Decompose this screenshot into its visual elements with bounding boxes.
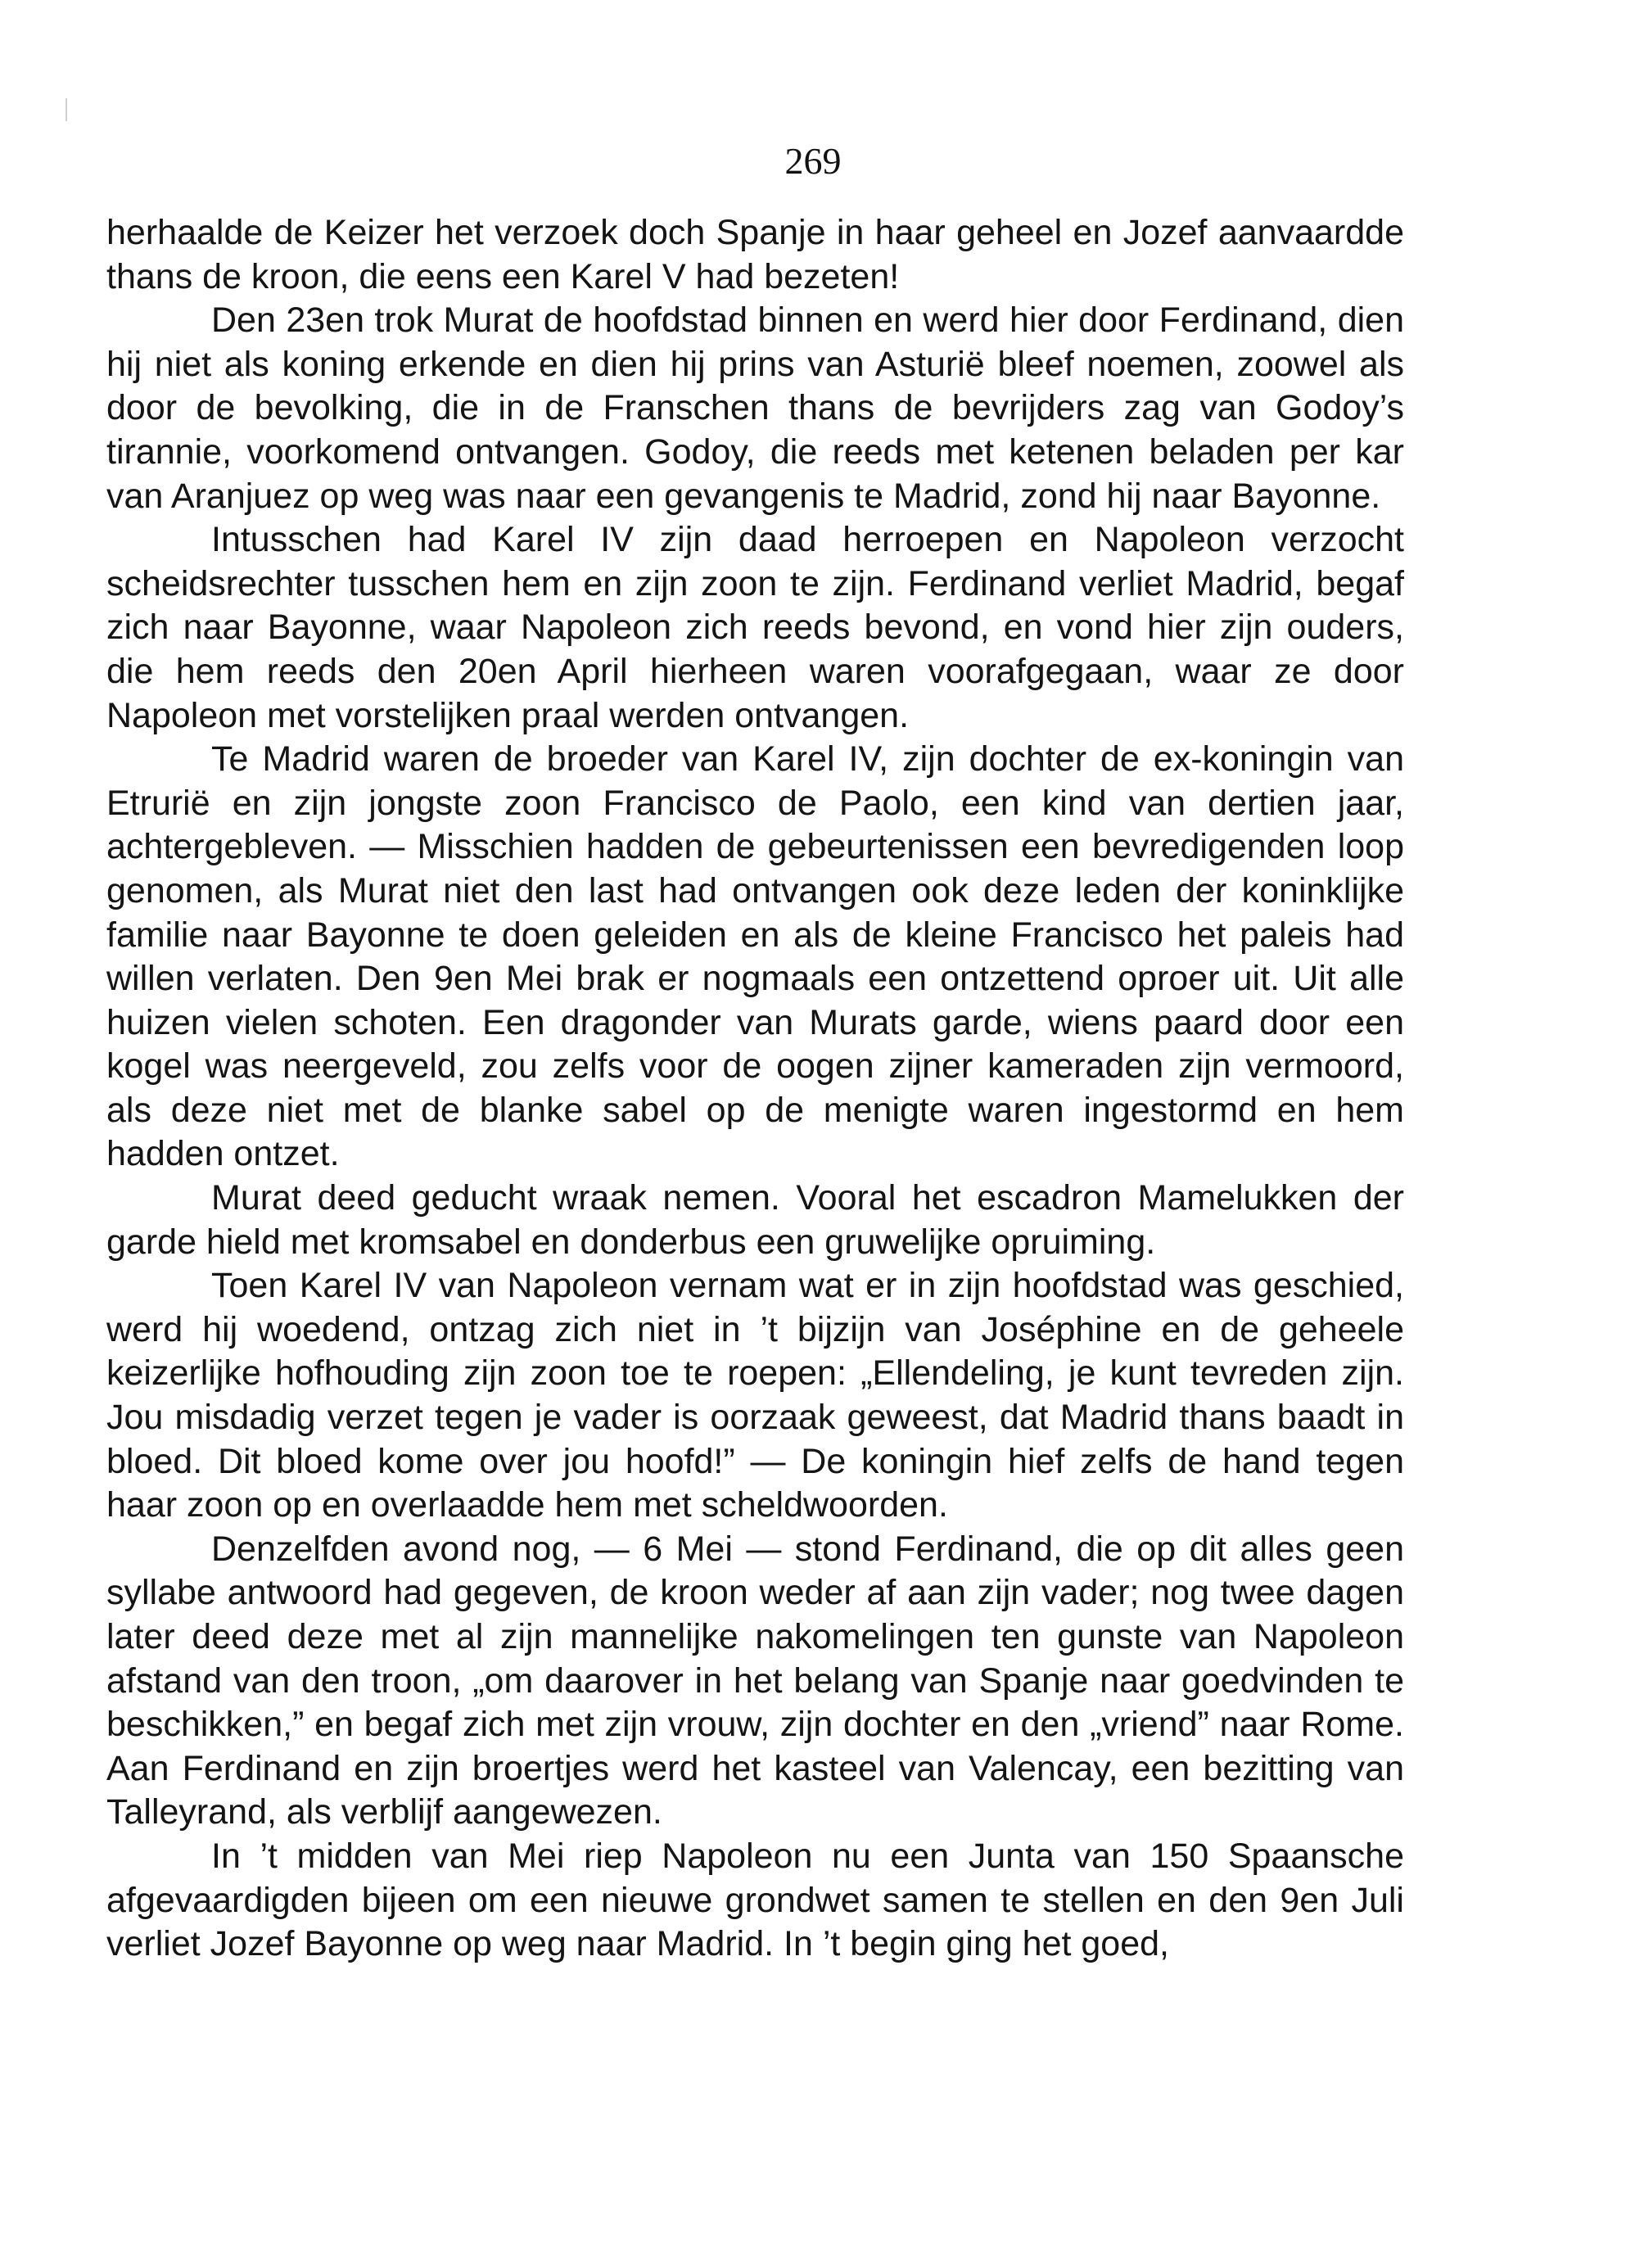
body-text	[106, 211, 1404, 1967]
paragraph-1: herhaalde de Keizer het verzoek doch Spanje in haar geheel en Jozef aanvaardde thans de kroon, die eens een Karel V had bezeten!	[106, 213, 1404, 296]
paragraph-2: Den 23en trok Murat de hoofdstad binnen en werd hier door Ferdinand, dien hij niet als koning erkende en dien hij prins van Asturië bleef noemen, zoowel als door de bevolking, die in de Franschen thans de bevrijders zag van Godoy’s tirannie, voorkomend ontvangen. Godoy, die reeds met ketenen beladen per kar van Aranjuez op weg was naar een gevangenis te Madrid, zond hij naar Bayonne.	[106, 300, 1404, 516]
paragraph-8: In ’t midden van Mei riep Napoleon nu een Junta van 150 Spaansche afgevaardigden bijeen om een nieuwe grondwet samen te stellen en den 9en Juli verliet Jozef Bayonne op weg naar Madrid. In ’t begin ging het goed,	[106, 1836, 1404, 1964]
page-number: 269	[784, 140, 842, 182]
margin-mark	[65, 98, 67, 121]
paragraph-4: Te Madrid waren de broeder van Karel IV, zijn dochter de ex-koningin van Etrurië en zijn jongste zoon Francisco de Paolo, een kind van dertien jaar, achtergebleven. — Misschien hadden de gebeurtenissen een bevredigenden loop genomen, als Murat niet den last had ontvangen ook deze leden der koninklijke familie naar Bayonne te doen geleiden en als de kleine Francisco het paleis had willen verlaten. Den 9en Mei brak er nogmaals een ontzettend oproer uit. Uit alle huizen vielen schoten. Een dragonder van Murats garde, wiens paard door een kogel was neergeveld, zou zelfs voor de oogen zijner kameraden zijn vermoord, als deze niet met de blanke sabel op de menigte waren ingestormd en hem hadden ontzet.	[106, 739, 1404, 1174]
paragraph-5: Murat deed geducht wraak nemen. Vooral het escadron Mamelukken der garde hield met kromsabel en donderbus een gruwelijke opruiming.	[106, 1178, 1404, 1262]
paragraph-6: Toen Karel IV van Napoleon vernam wat er in zijn hoofdstad was geschied, werd hij woedend, ontzag zich niet in ’t bijzijn van Joséphine en de geheele keizerlijke hofhouding zijn zoon toe te roepen: „Ellendeling, je kunt tevreden zijn. Jou misdadig verzet tegen je vader is oorzaak geweest, dat Madrid thans baadt in bloed. Dit bloed kome over jou hoofd!” — De koningin hief zelfs de hand tegen haar zoon op en overlaadde hem met scheldwoorden.	[106, 1266, 1404, 1525]
paragraph-3: Intusschen had Karel IV zijn daad herroepen en Napoleon verzocht scheidsrechter tusschen hem en zijn zoon te zijn. Ferdinand verliet Madrid, begaf zich naar Bayonne, waar Napoleon zich reeds bevond, en vond hier zijn ouders, die hem reeds den 20en April hierheen waren voorafgegaan, waar ze door Napoleon met vorstelijken praal werden ontvangen.	[106, 520, 1404, 735]
paragraph-7: Denzelfden avond nog, — 6 Mei — stond Ferdinand, die op dit alles geen syllabe antwoord had gegeven, de kroon weder af aan zijn vader; nog twee dagen later deed deze met al zijn mannelijke nakomelingen ten gunste van Napoleon afstand van den troon, „om daarover in het belang van Spanje naar goedvinden te beschikken,” en begaf zich met zijn vrouw, zijn dochter en den „vriend” naar Rome. Aan Ferdinand en zijn broertjes werd het kasteel van Valencay, een bezitting van Talleyrand, als verblijf aangewezen.	[106, 1529, 1404, 1832]
